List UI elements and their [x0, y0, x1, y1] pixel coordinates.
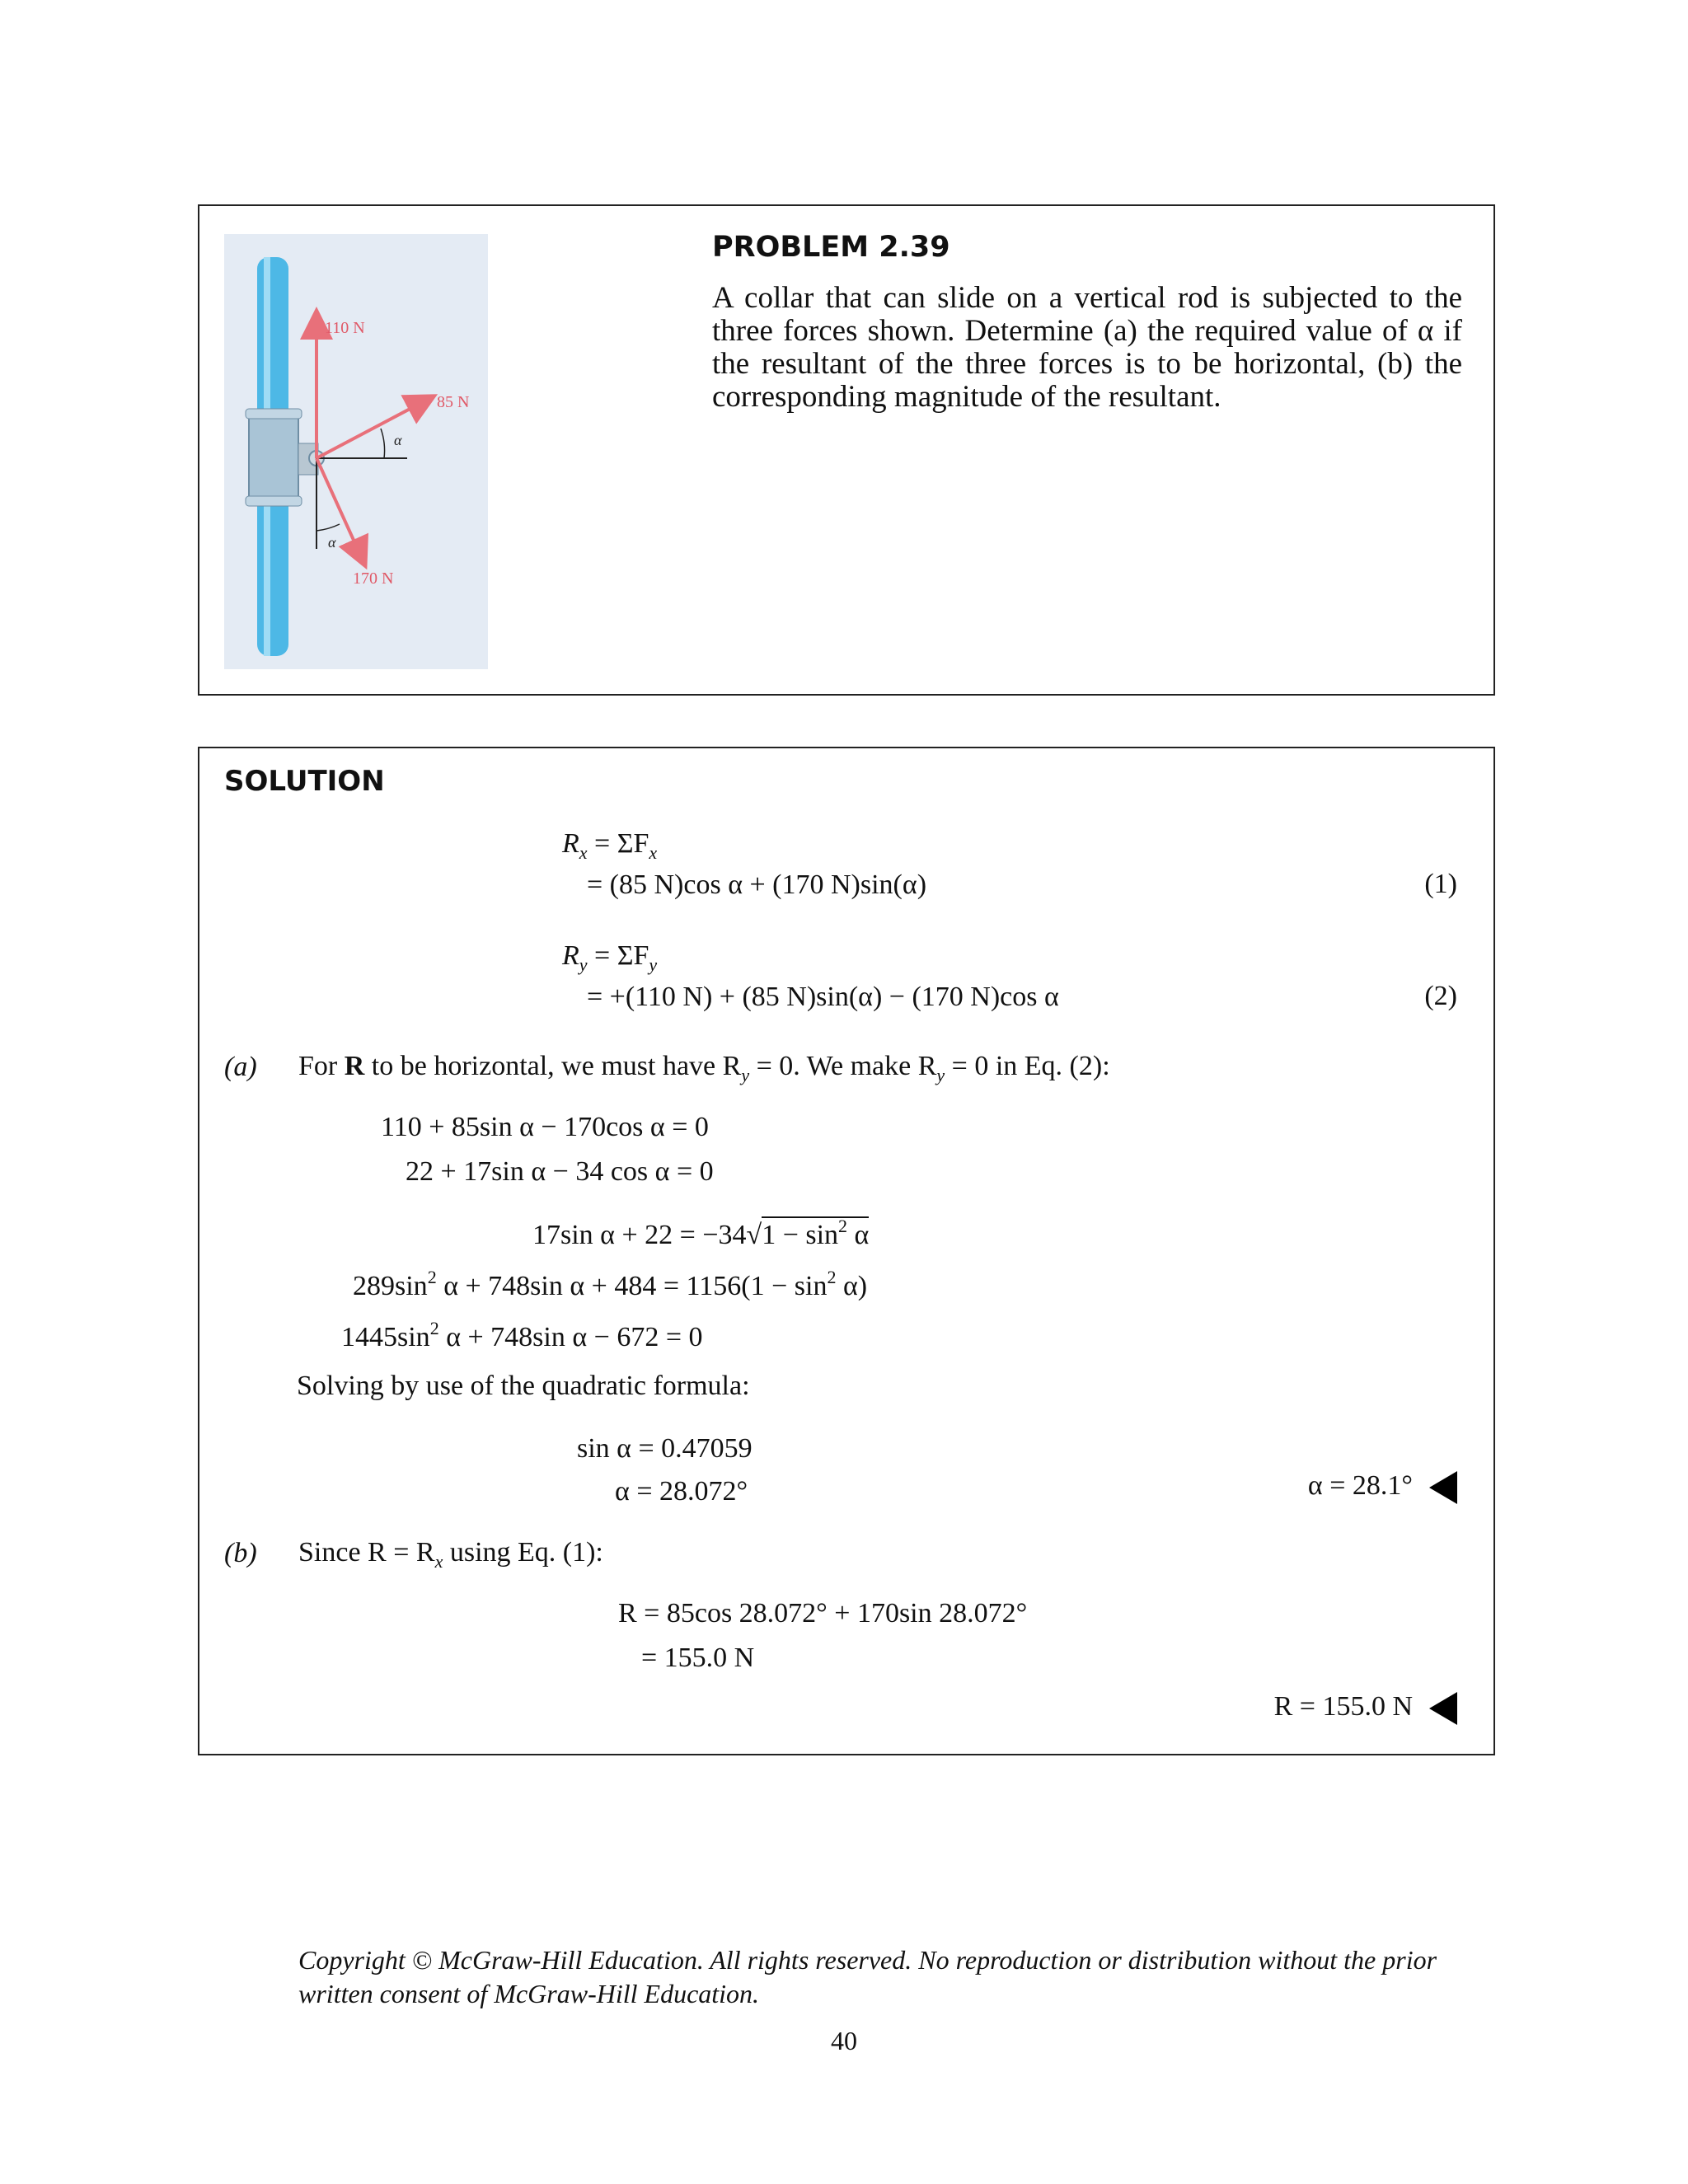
quadratic-note: Solving by use of the quadratic formula:: [297, 1371, 750, 1401]
problem-box: [198, 204, 1495, 696]
label-170n: 170 N: [353, 569, 394, 588]
rx-expansion: = (85 N)cos α + (170 N)sin(α): [587, 869, 927, 900]
equation-2-number: (2): [1424, 981, 1457, 1011]
label-110n: 110 N: [325, 319, 365, 337]
ry-expansion: = +(110 N) + (85 N)sin(α) − (170 N)cos α: [587, 982, 1059, 1012]
copyright-notice: Copyright © McGraw-Hill Education. All rights reserved. No reproduction or distribution without the prior written consent of McGraw-Hill Education.: [298, 1945, 1437, 2008]
solution-box: [198, 747, 1495, 1755]
step-2: 22 + 17sin α − 34 cos α = 0: [406, 1156, 714, 1187]
step-1: 110 + 85sin α − 170cos α = 0: [381, 1112, 709, 1142]
part-a-label: (a): [224, 1052, 257, 1082]
collar-rod-diagram: [224, 234, 488, 669]
part-a-statement: For R to be horizontal, we must have $R_y = 0$. We make $R_y = 0$ in Eq. (2):: [298, 1051, 1110, 1085]
step-5: $1445\sin^2$ α + 748sin α − 672 = 0: [341, 1318, 703, 1352]
label-85n: 85 N: [437, 393, 470, 411]
collar: [249, 414, 298, 501]
alpha-result: α = 28.072°: [615, 1476, 748, 1507]
part-b-label: (b): [224, 1538, 257, 1568]
answer-marker-icon: [1429, 1471, 1457, 1504]
page-number: 40: [831, 2026, 857, 2055]
answer-marker-icon: [1429, 1692, 1457, 1725]
rx-definition: $R_x = \Sigma F_x$: [562, 828, 658, 863]
alpha-answer: α = 28.1°: [1308, 1470, 1457, 1504]
ry-definition: $R_y = \Sigma F_y$: [562, 940, 658, 975]
problem-statement: A collar that can slide on a vertical rod is subjected to the three forces shown. Determine (a) the required value of α if the resultant of the three forces is to be horizontal, (b) the corresponding magnitude of the resultant.: [712, 281, 1462, 414]
step-4: $289\sin^2$ α + 748sin $\alpha + 484 = 1156(1 - \sin^2 \alpha)$: [353, 1267, 868, 1301]
equation-1-number: (1): [1424, 869, 1457, 899]
problem-figure: [224, 234, 488, 669]
label-alpha-top: α: [394, 432, 402, 448]
force-85-arrow: [316, 397, 432, 458]
solution-title: SOLUTION: [224, 765, 385, 798]
problem-title: PROBLEM 2.39: [712, 231, 950, 264]
label-alpha-bottom: α: [328, 534, 336, 551]
part-b-statement: Since $R = R_x$ using Eq. (1):: [298, 1537, 603, 1572]
r-answer: R = 155.0 N: [1274, 1691, 1457, 1725]
sin-alpha-result: sin α = 0.47059: [577, 1433, 753, 1464]
r-calculation: R = 85cos 28.072° + 170sin 28.072°: [618, 1598, 1028, 1629]
force-170-arrow: [316, 458, 364, 564]
step-3: 17sin $\alpha + 22 = -34√1 - \sin^2 \alpha$: [532, 1216, 870, 1250]
r-value: = 155.0 N: [641, 1643, 755, 1673]
